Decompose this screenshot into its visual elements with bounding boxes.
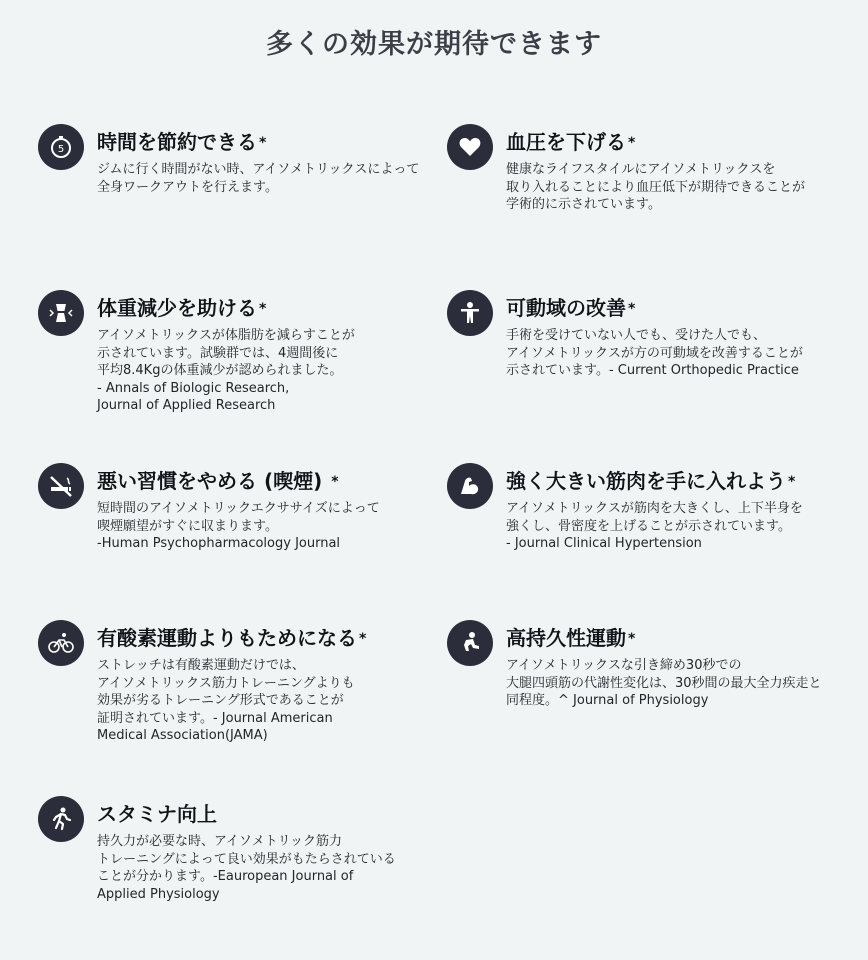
benefit-description: ジムに行く時間がない時、アイソメトリックスによって 全身ワークアウトを行えます。 [97,162,420,195]
running-icon [38,796,84,842]
svg-text:5: 5 [57,144,65,155]
page-title: 多くの効果が期待できます [266,29,602,60]
bicycle-icon [38,620,84,666]
benefit-title: 有酸素運動よりもためになる * [97,626,367,650]
benefit-title: 悪い習慣をやめる (喫煙) * [97,469,339,493]
benefit-description: 持久力が必要な時、アイソメトリック筋力 トレーニングによって良い効果がもたらされている ことが分かります。-Eauropean Journal of Applied Physiology [97,834,396,902]
no-smoking-icon [38,463,84,509]
heart-icon [447,124,493,170]
benefit-title: 強く大きい筋肉を手に入れよう * [506,469,796,493]
benefit-title: スタミナ向上 [97,802,217,826]
waist-icon [38,290,84,336]
sprint-icon [447,620,493,666]
benefit-title: 可動域の改善 * [506,296,636,320]
benefit-description: アイソメトリックスが体脂肪を減らすことが 示されています。試験群では、4週間後に 平均8.4Kgの体重減少が認められました。 - Annals of Biologic Research, Journal of Applied Research [97,328,355,413]
benefit-description: 健康なライフスタイルにアイソメトリックスを 取り入れることにより血圧低下が期待できることが 学術的に示されています。 [506,162,806,212]
flexed-arm-icon [447,463,493,509]
benefit-description: アイソメトリックスが筋肉を大きくし、上下半身を 強くし、骨密度を上げることが示されています。 - Journal Clinical Hypertension [506,501,803,551]
benefit-title: 時間を節約できる * [97,130,267,154]
benefit-description: 短時間のアイソメトリックエクササイズによって 喫煙願望がすぐに収まります。 -Human Psychopharmacology Journal [97,501,380,551]
benefit-title: 体重減少を助ける * [97,296,267,320]
stopwatch-icon [38,124,84,170]
benefit-description: アイソメトリックスな引き締め30秒での 大腿四頭筋の代謝性変化は、30秒間の最大全力疾走と 同程度。^ Journal of Physiology [506,658,822,708]
person-icon [447,290,493,336]
benefit-title: 高持久性運動 * [506,626,636,650]
benefit-description: ストレッチは有酸素運動だけでは、 アイソメトリックス筋力トレーニングよりも 効果が劣るトレーニング形式であることが 証明されています。- Journal American Medical Association(JAMA) [97,658,355,743]
benefit-description: 手術を受けていない人でも、受けた人でも、 アイソメトリックスが方の可動域を改善することが 示されています。- Current Orthopedic Practice [506,328,803,378]
benefit-title: 血圧を下げる * [506,130,636,154]
